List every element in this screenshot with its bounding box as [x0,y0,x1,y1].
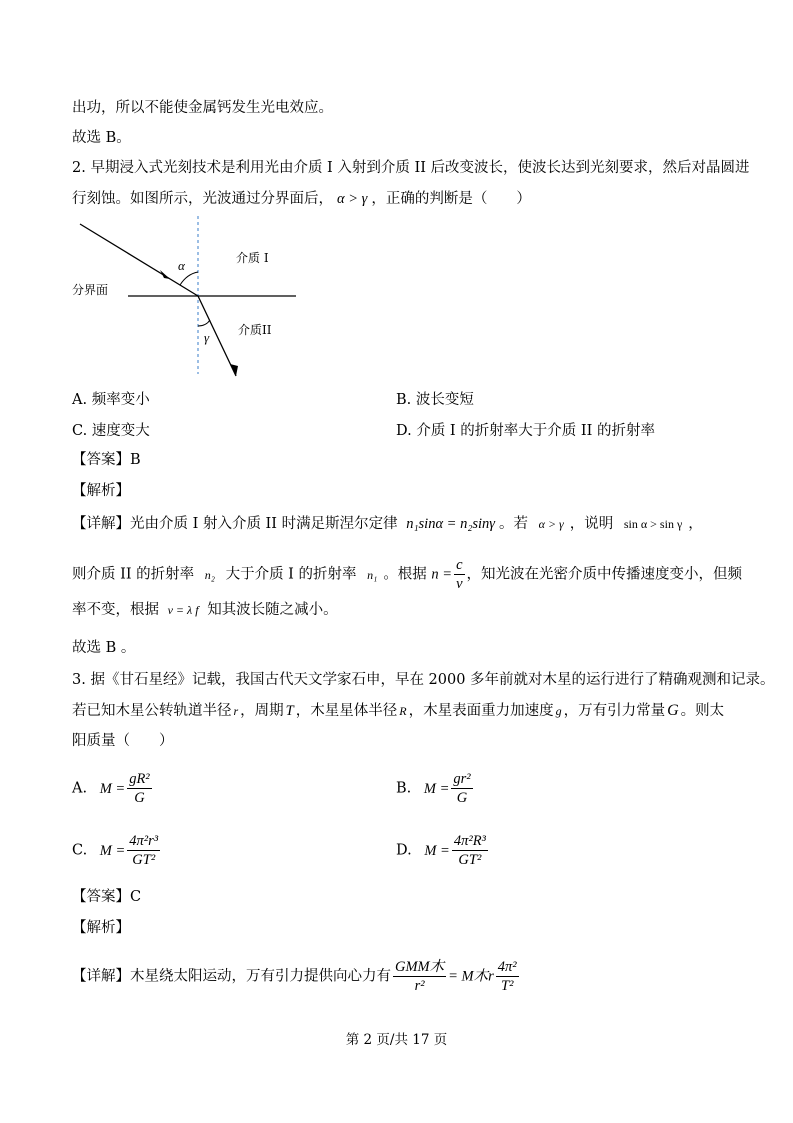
detail-text: 则介质 II 的折射率 [72,566,195,583]
q2-option-b: B. 波长变短 [396,392,474,408]
question-2-text-a: 行刻蚀。如图所示，光波通过分界面后， [72,191,333,207]
alpha-arc [180,272,198,285]
option-label: B. [396,780,412,797]
detail-text: 光由介质 I 射入介质 II 时满足斯涅尔定律 [130,516,398,532]
q3-text: ，万有引力常量 [563,703,666,719]
formula-fraction [127,832,160,869]
option-label: D. [396,842,412,859]
formula-fraction [451,770,472,807]
fraction-denominator: G [456,790,468,806]
detail-text: 率不变，根据 [72,602,159,618]
formula-fraction [452,832,488,869]
v-lambda-f-formula: v = λ f [167,603,199,617]
option-label: A. [72,780,88,797]
centripetal-fraction [496,958,519,995]
fraction-numerator: c [456,557,463,573]
fraction-numerator: 4π² [497,959,517,975]
question-3-line-1: 3. 据《甘石星经》记载，我国古代天文学家石申，早在 2000 多年前就对木星的运行进行了精确观测和记录。 [72,672,775,688]
alpha-gt-gamma-formula: α > γ [538,517,564,531]
medium-2-label: 介质II [238,323,272,337]
q3-analysis-heading: 【解析】 [72,920,130,936]
formula-fraction [127,770,151,807]
q3-option-d [396,832,490,869]
question-3-line-3: 阳质量（ ） [72,733,174,749]
q3-option-b [396,770,475,807]
formula-lhs: M = [99,780,126,797]
question-2-line-2 [72,189,531,209]
formula-middle: = M木r [448,968,494,985]
n2-symbol: n₂ [204,567,215,582]
q3-text: ，周期 [240,703,284,719]
formula-lhs: M = [423,780,450,797]
q3-text: 。则太 [680,703,725,719]
q3-detail-line-1 [72,958,521,995]
fraction-denominator: G [134,790,145,806]
question-3-line-2 [72,701,724,721]
formula-lhs: M = [99,842,126,859]
detail-text: 大于介质 I 的折射率 [225,566,357,583]
n-eq-formula: n = [431,566,453,583]
c-over-v-fraction [454,556,464,593]
alpha-gt-gamma: α > γ [337,191,368,207]
R-symbol: R [399,704,407,718]
g-symbol: g [555,704,562,718]
question-2-line-1: 2. 早期浸入式光刻技术是利用光由介质 I 入射到介质 II 后改变波长，使波长达到光刻要求，然后对晶圆进 [72,160,750,176]
fraction-denominator: GT² [132,852,156,868]
fraction-numerator: 4π²r³ [129,833,159,849]
detail-text: 。若 [499,516,529,532]
q2-detail-line-1 [72,514,703,534]
detail-text: 知其波长随之减小。 [207,602,338,618]
q3-text: ，木星表面重力加速度 [408,703,554,719]
r-symbol: r [233,704,239,718]
T-symbol: T [285,703,294,719]
refraction-figure [68,214,308,380]
detail-tag: 【详解】 [72,516,130,532]
text-line-1: 出功，所以不能使金属钙发生光电效应。 [72,100,333,116]
fraction-numerator: gR² [129,771,150,787]
q3-text: 若已知木星公转轨道半径 [72,703,232,719]
q2-answer: 【答案】B [72,452,141,468]
q3-option-a [72,770,154,807]
detail-text: 木星绕太阳运动，万有引力提供向心力有 [130,968,391,985]
q2-analysis-heading: 【解析】 [72,483,130,499]
fraction-denominator: v [456,576,463,592]
fraction-denominator: r² [414,978,425,994]
q2-option-c: C. 速度变大 [72,423,150,439]
G-symbol: G [667,702,679,719]
detail-text: 。根据 [383,566,427,583]
medium-1-label: 介质 I [236,251,269,265]
q3-option-c [72,832,162,869]
q2-option-a: A. 频率变小 [72,392,150,408]
q2-option-d: D. 介质 I 的折射率大于介质 II 的折射率 [396,423,655,439]
gamma-arc [198,320,210,326]
snell-law-formula: n₁sinα = n₂sinγ [406,516,496,532]
fraction-denominator: GT² [458,852,482,868]
formula-lhs: M = [424,842,450,859]
q2-conclusion: 故选 B 。 [72,640,136,656]
question-2-text-b: ，正确的判断是（ ） [371,191,531,207]
fraction-numerator: 4π²R³ [453,833,486,849]
sin-compare-formula: sin α > sin γ [623,517,683,531]
gravity-fraction [393,958,446,995]
fraction-numerator: gr² [453,771,471,787]
fraction-numerator: GMM木 [395,959,445,975]
q2-detail-line-2 [72,556,742,593]
option-label: C. [72,842,88,859]
n1-symbol: n₁ [367,567,378,582]
detail-text: ，知光波在光密介质中传播速度变小，但频 [466,566,743,583]
q3-answer: 【答案】C [72,889,142,905]
detail-text: ，说明 [569,516,614,532]
refracted-arrow-icon [230,364,238,376]
alpha-label: α [178,258,185,273]
boundary-label: 分界面 [72,283,109,297]
text-line-2: 故选 B。 [72,130,131,146]
detail-tag: 【详解】 [72,968,130,985]
page-footer: 第 2 页/共 17 页 [345,1032,448,1048]
q3-text: ，木星星体半径 [295,703,398,719]
q2-detail-line-3 [72,600,338,620]
fraction-denominator: T² [501,978,514,994]
gamma-label: γ [204,330,210,345]
detail-text: ， [688,516,703,532]
